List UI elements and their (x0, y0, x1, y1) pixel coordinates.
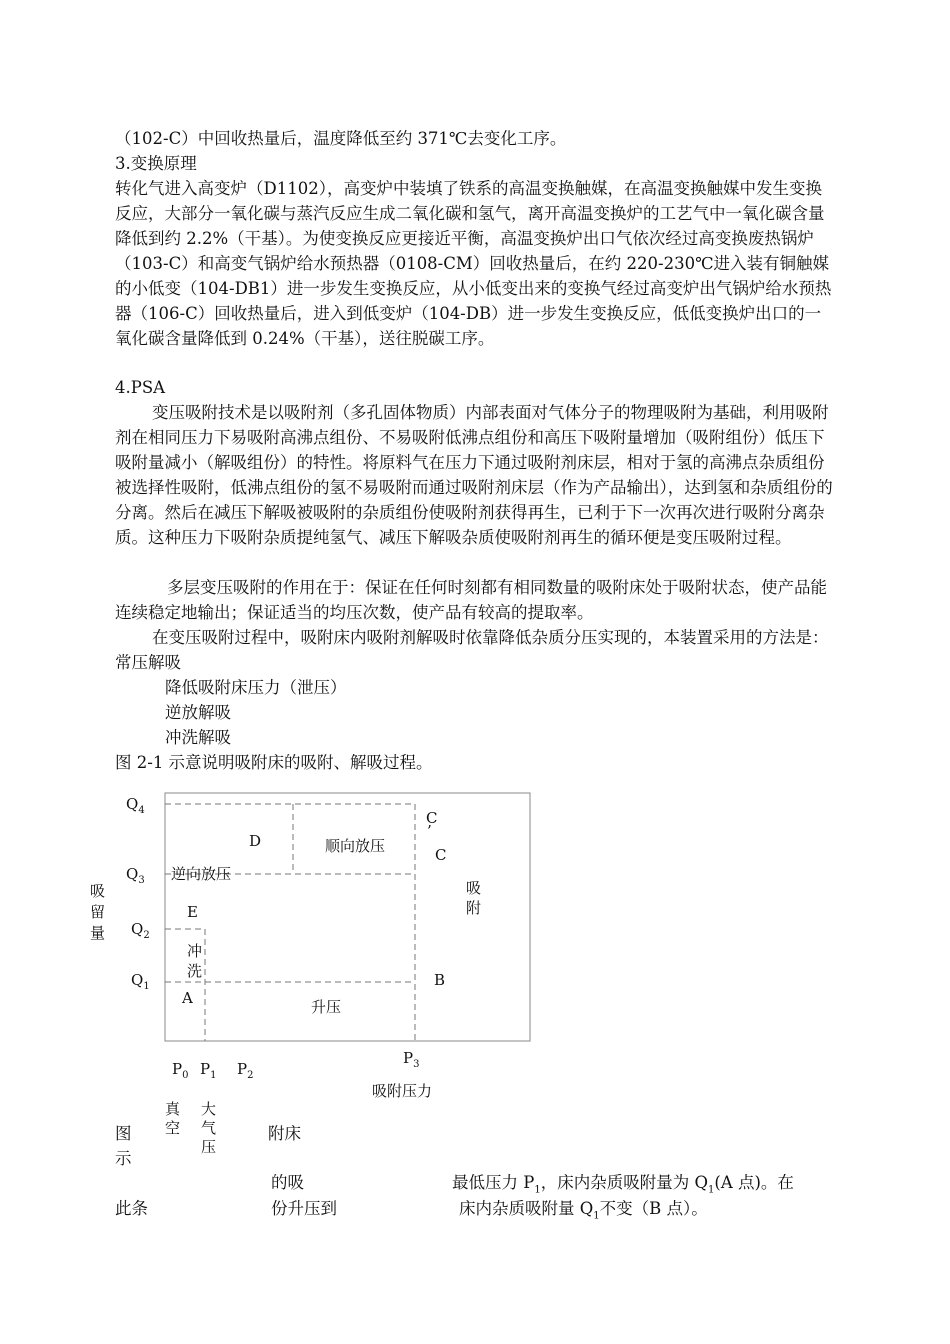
text-fragment-condition: 此条 (115, 1199, 148, 1218)
point-e-label: E (187, 903, 198, 921)
prime-mark: ’ (427, 822, 432, 840)
text-fragment-pressurize: 份升压到 (271, 1199, 337, 1218)
diagram-frame (165, 793, 530, 1041)
q1-tick-label: $Q_1$ (131, 971, 150, 992)
region-purge-label-char-2: 洗 (187, 962, 203, 980)
paragraph-shift-process: 转化气进入高变炉（D1102），高变炉中装填了铁系的高温变换触媒，在高温变换触媒中发生变换反应，大部分一氧化碳与蒸汽反应生成二氧化碳和氢气，离开高温变换炉的工艺气中一氧化碳含量降低到约 2.2%（干基）。为使变换反应更接近平衡，高温变换炉出口气依次经过高变换废热锅炉（103-C）和高变气锅炉给水预热器（0108-CM）回收热量后，在约 220-230℃进入装有铜触媒的小低变（104-DB1）进一步发生变换反应，从小低变出来的变换气经过高变炉出气锅炉给水预热器（106-C）回收热量后，进入到低变炉（104-DB）进一步发生变换反应，低低变换炉出口的一氧化碳含量降低到 0.24%（干基），送往脱碳工序。 (115, 179, 832, 348)
y-axis-label-char-3: 量 (90, 924, 106, 942)
p2-tick-label: $P_2$ (237, 1060, 254, 1081)
region-purge-label-char-1: 冲 (187, 942, 203, 960)
point-c-prime-label: C (426, 809, 438, 827)
heading-psa: 4.PSA (115, 378, 166, 397)
adsorption-diagram (0, 780, 950, 1160)
paragraph-heat-recovery: （102-C）中回收热量后，温度降低至约 371℃去变化工序。 (115, 129, 567, 148)
region-pressurize-label: 升压 (311, 998, 342, 1016)
point-d-label: D (249, 832, 262, 850)
clipped-glyph-2: 示 (115, 1149, 132, 1168)
atmosphere-label-char-1: 大 (201, 1100, 217, 1118)
text-fragment-min-pressure: 最低压力 $P_1$，床内杂质吸附量为 $Q_1(A$ 点)。在 (452, 1173, 794, 1196)
paragraph-desorption-method: 在变压吸附过程中，吸附床内吸附剂解吸时依靠降低杂质分压实现的，本装置采用的方法是：常压解吸 (115, 628, 829, 672)
region-adsorb-label-char-1: 吸 (466, 879, 482, 897)
method-reverse-release: 逆放解吸 (165, 703, 231, 722)
text-fragment-b-point: 床内杂质吸附量 $Q_1$不变（B 点）。 (459, 1199, 708, 1222)
region-adsorb-label-char-2: 附 (466, 899, 482, 917)
y-axis-label-char-2: 留 (90, 903, 106, 921)
y-axis-label-char-1: 吸 (90, 882, 106, 900)
heading-shift-principle: 3.变换原理 (115, 154, 197, 173)
x-axis-label: 吸附压力 (372, 1082, 433, 1100)
p0-tick-label: $P_0$ (172, 1060, 189, 1081)
p3-tick-label: $P_3$ (403, 1049, 420, 1070)
method-depressurize: 降低吸附床压力（泄压） (165, 678, 347, 697)
vacuum-label-char-1: 真 (165, 1100, 181, 1118)
method-purge: 冲洗解吸 (165, 728, 231, 747)
point-b-label: B (434, 971, 446, 989)
point-c-label: C (435, 846, 447, 864)
point-a-label: A (182, 989, 193, 1007)
region-forward-release-label: 顺向放压 (325, 837, 386, 855)
atmosphere-label-char-2: 气 (201, 1119, 217, 1137)
clipped-glyph-1: 图 (115, 1124, 132, 1143)
caption-fragment: 附床 (268, 1124, 301, 1143)
region-reverse-release-label: 逆向放压 (171, 865, 232, 883)
paragraph-psa-principle: 变压吸附技术是以吸附剂（多孔固体物质）内部表面对气体分子的物理吸附为基础，利用吸附剂在相同压力下易吸附高沸点组份、不易吸附低沸点组份和高压下吸附量增加（吸附组份）低压下吸附量减小（解吸组份）的特性。将原料气在压力下通过吸附剂床层，相对于氢的高沸点杂质组份被选择性吸附，低沸点组份的氢不易吸附而通过吸附剂床层（作为产品输出），达到氢和杂质组份的分离。然后在减压下解吸被吸附的杂质组份使吸附剂获得再生，已利于下一次再次进行吸附分离杂质。这种压力下吸附杂质提纯氢气、减压下解吸杂质使吸附剂再生的循环便是变压吸附过程。 (115, 403, 833, 547)
p1-tick-label: $P_1$ (200, 1060, 217, 1081)
q4-tick-label: $Q_4$ (126, 795, 145, 816)
paragraph-multilayer-psa: 多层变压吸附的作用在于：保证在任何时刻都有相同数量的吸附床处于吸附状态，使产品能连续稳定地输出；保证适当的均压次数，使产品有较高的提取率。 (115, 578, 827, 622)
figure-intro: 图 2-1 示意说明吸附床的吸附、解吸过程。 (115, 753, 433, 772)
q3-tick-label: $Q_3$ (126, 865, 145, 886)
atmosphere-label-char-3: 压 (201, 1138, 217, 1156)
q2-tick-label: $Q_2$ (131, 920, 150, 941)
vacuum-label-char-2: 空 (165, 1119, 181, 1137)
text-fragment-adsorb: 的吸 (271, 1173, 304, 1192)
